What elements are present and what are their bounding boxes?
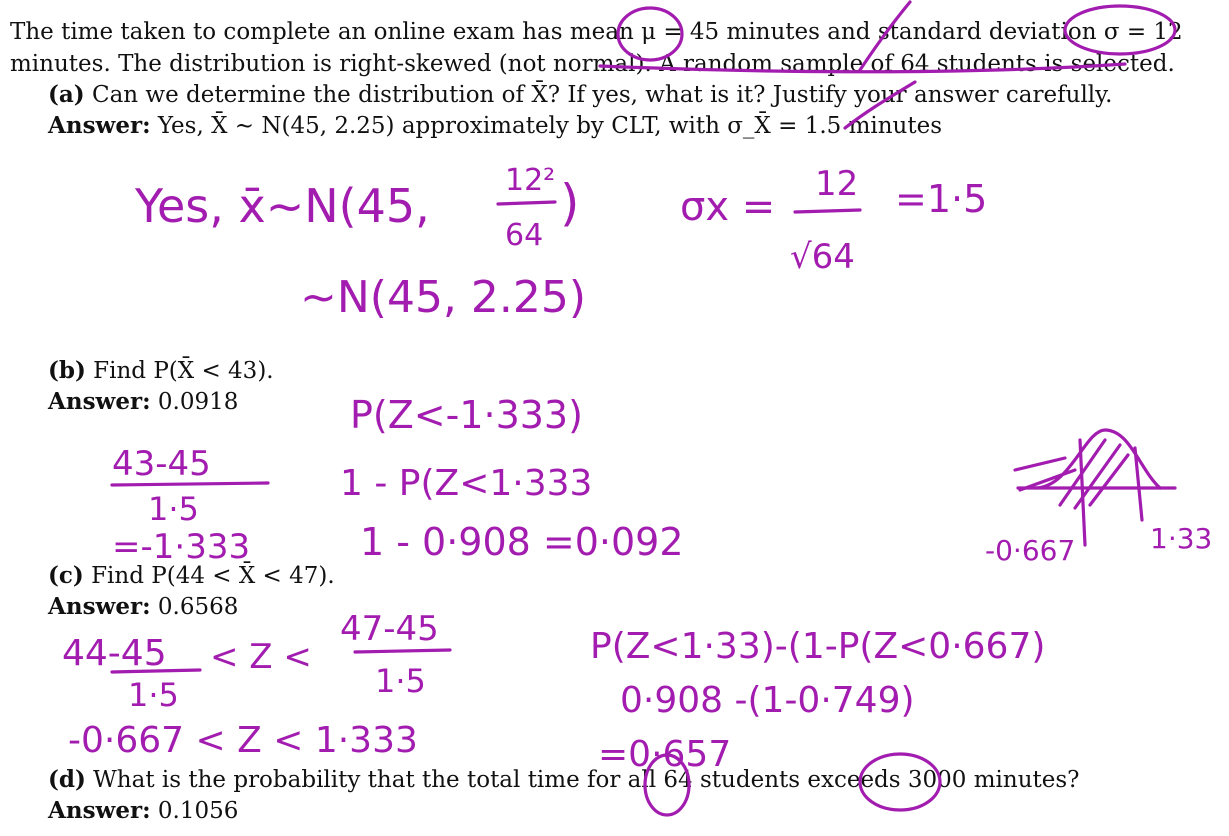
part-c-answer <box>48 594 238 620</box>
hw-c-mid: < Z < <box>210 637 312 677</box>
part-a-answer <box>48 113 942 139</box>
part-b-label: (b) <box>48 357 86 384</box>
hw-b-prob1: P(Z<-1·333) <box>350 393 583 437</box>
hw-b-result: =-1·333 <box>112 527 251 567</box>
part-b-answer-label: Answer: <box>48 388 151 415</box>
part-c-answer-label: Answer: <box>48 593 151 620</box>
part-c-answer-text: 0.6568 <box>157 594 239 620</box>
sketch-left-bound <box>1080 440 1085 545</box>
hw-c-frac1-num: 44-45 <box>62 633 167 674</box>
hw-a-frac-num: 12² <box>505 163 556 198</box>
hw-a-sigma-bar <box>795 210 860 212</box>
part-a-answer-text: Yes, X̄ ∼ N(45, 2.25) approximately by CLT, with σ_X̄ = 1.5 minutes <box>157 113 943 139</box>
hw-c-frac1-bar <box>112 670 200 672</box>
part-b-answer-text: 0.0918 <box>157 389 239 415</box>
hw-b-frac-den: 1·5 <box>148 490 199 528</box>
part-c-question <box>48 563 335 589</box>
intro-line-2: minutes. The distribution is right-skewed (not normal). A random sample of 64 students is selected. <box>10 51 1175 77</box>
hw-c-prob2: 0·908 -(1-0·749) <box>620 680 915 721</box>
hw-a-frac-den: 64 <box>505 218 544 253</box>
hw-c-prob1: P(Z<1·33)-(1-P(Z<0·667) <box>590 626 1046 667</box>
part-d-answer-text: 0.1056 <box>157 798 239 824</box>
hw-b-prob2: 1 - P(Z<1·333 <box>340 463 593 504</box>
hw-c-frac2-bar <box>355 650 450 652</box>
hw-c-frac2-num: 47-45 <box>340 609 439 649</box>
part-d-label: (d) <box>48 766 86 793</box>
part-b-question <box>48 358 274 384</box>
part-d-answer-label: Answer: <box>48 797 151 824</box>
part-b-answer <box>48 389 238 415</box>
part-d-question-text: What is the probability that the total time for all 64 students exceeds 3000 minutes? <box>93 767 1080 793</box>
part-a-label: (a) <box>48 81 85 108</box>
part-c-question-text: Find P(44 < X̄ < 47). <box>91 563 335 589</box>
intro-line-1: The time taken to complete an online exam has mean μ = 45 minutes and standard deviation σ = 12 <box>10 19 1183 45</box>
sketch-hatching <box>1015 440 1128 508</box>
hw-a-paren-close: ) <box>560 174 580 232</box>
hw-a-line2: ~N(45, 2.25) <box>300 272 587 323</box>
hw-a-frac-bar <box>498 202 555 204</box>
hw-c-frac2-den: 1·5 <box>375 662 426 700</box>
part-b-question-text: Find P(X̄ < 43). <box>93 358 274 384</box>
part-c-label: (c) <box>48 562 84 589</box>
hw-a-line1: Yes, x̄~N(45, <box>135 179 430 233</box>
part-a-answer-label: Answer: <box>48 112 151 139</box>
hw-b-prob3: 1 - 0·908 =0·092 <box>360 520 684 564</box>
hw-sketch-left: -0·667 <box>985 534 1076 567</box>
hw-c-result: -0·667 < Z < 1·333 <box>68 720 418 761</box>
hw-a-sigma-rhs: =1·5 <box>895 177 988 221</box>
hw-a-sigma-num: 12 <box>815 164 859 204</box>
hw-c-frac1-den: 1·5 <box>128 676 179 714</box>
sketch-right-bound <box>1135 448 1142 520</box>
part-a-question-text: Can we determine the distribution of X̄? If yes, what is it? Justify your answer carefully. <box>91 82 1113 108</box>
hw-a-sigma-den: √64 <box>790 237 855 277</box>
hw-sketch-right: 1·33 <box>1150 522 1213 555</box>
normal-curve-sketch <box>985 430 1212 567</box>
hw-b-frac-bar <box>112 483 268 485</box>
hw-c-prob3: =0·657 <box>598 734 732 775</box>
hw-a-sigma-lhs: σx = <box>680 184 776 230</box>
part-d-answer <box>48 798 238 824</box>
hw-b-frac-num: 43-45 <box>112 444 211 484</box>
sketch-curve <box>1035 430 1160 488</box>
part-d-question <box>48 767 1080 793</box>
part-a-question <box>48 82 1112 108</box>
